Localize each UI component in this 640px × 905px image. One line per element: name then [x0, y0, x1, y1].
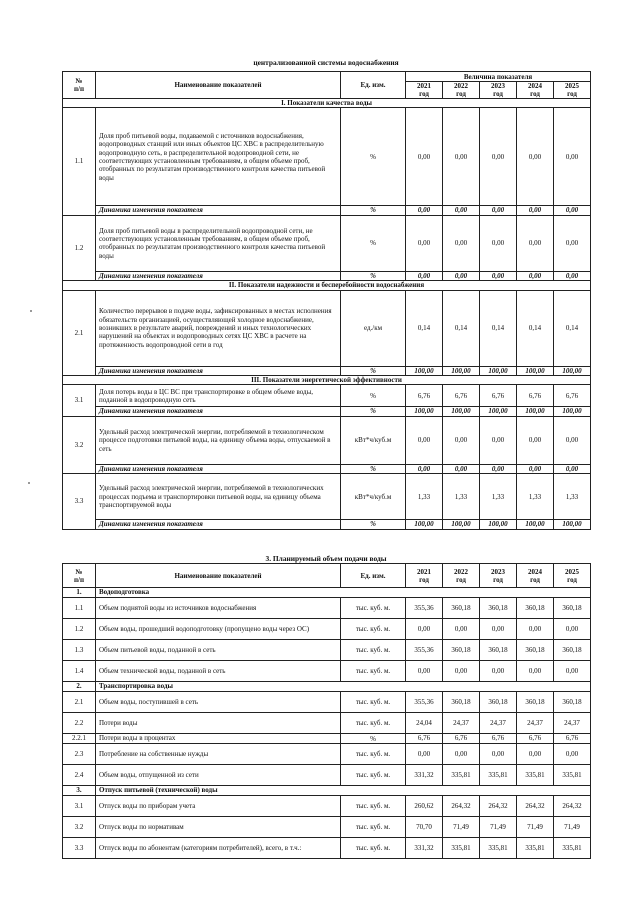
row-number: 3.1	[63, 796, 96, 817]
year-word: год	[493, 575, 503, 584]
indicator-value: 0,00	[554, 215, 591, 271]
quality-indicators-table	[62, 71, 591, 530]
group-title: Транспортировка воды	[96, 682, 591, 692]
volume-value: 335,81	[443, 765, 480, 786]
col-header-year	[443, 564, 480, 588]
volume-value: 355,36	[406, 640, 443, 661]
volume-row	[63, 640, 591, 661]
dynamics-value: 0,00	[443, 271, 480, 280]
volume-unit: тыс. куб. м.	[341, 817, 406, 838]
volume-name: Объем питьевой воды, поданной в сеть	[96, 640, 341, 661]
volume-value: 264,32	[554, 796, 591, 817]
scan-speck	[30, 310, 32, 312]
volume-row	[63, 598, 591, 619]
dynamics-value: 100,00	[406, 407, 443, 416]
col-header-year	[480, 82, 517, 99]
volume-name: Объем воды, отпущенной из сети	[96, 765, 341, 786]
year-label: 2023	[491, 567, 505, 576]
volume-value: 360,18	[517, 640, 554, 661]
row-number: 3.2	[63, 416, 96, 473]
volume-name: Объем воды, прошедший водоподготовку (пропущено воды через ОС)	[96, 619, 341, 640]
row-number: 3.3	[63, 474, 96, 529]
volume-value: 24,37	[554, 713, 591, 734]
row-number: 1.4	[63, 661, 96, 682]
volume-name: Объем воды, поступившей в сеть	[96, 692, 341, 713]
dynamics-unit: %	[341, 407, 406, 416]
volume-value: 360,18	[480, 598, 517, 619]
indicator-name: Удельный расход электрической энергии, потребляемой в технологических процессах подъема и транспортировки питьевой воды, на единицу объема транспортируемой воды	[96, 474, 341, 520]
dynamics-unit: %	[341, 271, 406, 280]
volume-name: Объем технической воды, поданной в сеть	[96, 661, 341, 682]
indicator-value: 0,00	[554, 416, 591, 464]
row-number: 2.4	[63, 765, 96, 786]
indicator-value: 1,33	[406, 474, 443, 520]
year-word: год	[493, 90, 503, 98]
dynamics-value: 100,00	[480, 520, 517, 529]
indicator-row	[63, 290, 591, 366]
dynamics-label: Динамика изменения показателя	[96, 520, 341, 529]
group-number: 1.	[63, 588, 96, 598]
indicator-value: 6,76	[406, 385, 443, 407]
indicator-row	[63, 385, 591, 407]
volume-row	[63, 661, 591, 682]
dynamics-value: 100,00	[554, 366, 591, 375]
indicator-value: 0,14	[406, 290, 443, 366]
volume-value: 0,00	[480, 661, 517, 682]
volume-value: 355,36	[406, 598, 443, 619]
volume-value: 360,18	[480, 692, 517, 713]
volume-value: 24,37	[517, 713, 554, 734]
volume-row	[63, 796, 591, 817]
year-word: год	[456, 90, 466, 98]
indicator-value: 0,00	[406, 416, 443, 464]
col-header-number: № п/п	[63, 564, 96, 588]
year-label: 2024	[528, 567, 542, 576]
volume-value: 6,76	[554, 734, 591, 744]
section-row	[63, 376, 591, 385]
volume-value: 0,00	[554, 619, 591, 640]
group-title: Отпуск питьевой (технической) воды	[96, 786, 591, 796]
row-number: 3.1	[63, 385, 96, 416]
indicator-value: 6,76	[480, 385, 517, 407]
dynamics-value: 0,00	[554, 464, 591, 473]
volume-row	[63, 765, 591, 786]
indicator-unit: %	[341, 108, 406, 206]
group-row	[63, 682, 591, 692]
volume-value: 360,18	[517, 692, 554, 713]
year-label: 2024	[528, 82, 542, 90]
volume-row	[63, 692, 591, 713]
volume-value: 264,32	[443, 796, 480, 817]
dynamics-unit: %	[341, 520, 406, 529]
volume-value: 71,49	[443, 817, 480, 838]
indicator-value: 6,76	[517, 385, 554, 407]
volume-name: Потери воды в процентах	[96, 734, 341, 744]
volume-value: 264,32	[517, 796, 554, 817]
indicator-value: 0,00	[443, 108, 480, 206]
volume-value: 0,00	[517, 619, 554, 640]
volume-value: 0,00	[406, 744, 443, 765]
row-number: 3.2	[63, 817, 96, 838]
dynamics-value: 100,00	[554, 407, 591, 416]
dynamics-value: 100,00	[406, 366, 443, 375]
volume-unit: тыс. куб. м.	[341, 838, 406, 859]
col-header-name: Наименование показателей	[96, 564, 341, 588]
volume-name: Отпуск воды по нормативам	[96, 817, 341, 838]
volume-name: Потребление на собственные нужды	[96, 744, 341, 765]
volume-value: 335,81	[554, 838, 591, 859]
col-header-year	[517, 82, 554, 99]
volume-value: 6,76	[443, 734, 480, 744]
indicator-name: Удельный расход электрической энергии, потребляемой в технологическом процессе подготовки питьевой воды, на единицу объема воды, отпускаемой в сеть	[96, 416, 341, 464]
table2-caption: 3. Планируемый объем подачи воды	[265, 554, 387, 563]
dynamics-label: Динамика изменения показателя	[96, 271, 341, 280]
volume-name: Отпуск воды по приборам учета	[96, 796, 341, 817]
indicator-row	[63, 416, 591, 464]
volume-value: 0,00	[406, 661, 443, 682]
indicator-unit: кВт*ч/куб.м	[341, 474, 406, 520]
indicator-value: 1,33	[554, 474, 591, 520]
indicator-value: 0,00	[517, 215, 554, 271]
indicator-value: 0,14	[554, 290, 591, 366]
table1-caption: централизованной системы водоснабжения	[253, 58, 399, 67]
year-word: год	[530, 90, 540, 98]
year-label: 2025	[565, 567, 579, 576]
volume-value: 360,18	[443, 640, 480, 661]
volume-value: 0,00	[480, 744, 517, 765]
indicator-row	[63, 215, 591, 271]
dynamics-row	[63, 366, 591, 375]
volume-unit: тыс. куб. м.	[341, 765, 406, 786]
volume-value: 360,18	[554, 598, 591, 619]
volume-unit: тыс. куб. м.	[341, 598, 406, 619]
indicator-value: 0,00	[443, 215, 480, 271]
header-row	[63, 72, 591, 82]
volume-row	[63, 619, 591, 640]
col-header-number: № п/п	[63, 72, 96, 99]
indicator-value: 6,76	[443, 385, 480, 407]
volume-row	[63, 838, 591, 859]
dynamics-value: 0,00	[406, 464, 443, 473]
volume-row	[63, 817, 591, 838]
indicator-value: 0,00	[406, 108, 443, 206]
scan-speck	[28, 482, 30, 484]
dynamics-value: 100,00	[443, 407, 480, 416]
section-row	[63, 99, 591, 108]
indicator-value: 0,00	[517, 416, 554, 464]
volume-name: Отпуск воды по абонентам (категориям потребителей), всего, в т.ч.:	[96, 838, 341, 859]
year-word: год	[567, 575, 577, 584]
year-word: год	[567, 90, 577, 98]
dynamics-value: 0,00	[554, 271, 591, 280]
dynamics-value: 100,00	[406, 520, 443, 529]
dynamics-value: 100,00	[517, 366, 554, 375]
volume-row	[63, 744, 591, 765]
col-header-unit: Ед. изм.	[341, 564, 406, 588]
dynamics-row	[63, 464, 591, 473]
volume-value: 24,04	[406, 713, 443, 734]
volume-value: 6,76	[406, 734, 443, 744]
group-row	[63, 588, 591, 598]
volume-value: 71,49	[554, 817, 591, 838]
col-header-year	[480, 564, 517, 588]
year-label: 2021	[417, 82, 431, 90]
col-header-value-group: Величина показателя	[406, 72, 591, 82]
dynamics-value: 0,00	[517, 271, 554, 280]
volume-value: 335,81	[480, 838, 517, 859]
indicator-name: Доля проб питьевой воды в распределительной водопроводной сети, не соответствующих установленным требованиям, в общем объеме проб, отобранных по результатам производственного контроля качества питьевой воды	[96, 215, 341, 271]
volume-value: 264,32	[480, 796, 517, 817]
indicator-value: 0,14	[480, 290, 517, 366]
indicator-row	[63, 474, 591, 520]
indicator-value: 1,33	[443, 474, 480, 520]
volume-unit: тыс. куб. м.	[341, 713, 406, 734]
volume-value: 335,81	[517, 838, 554, 859]
indicator-unit: %	[341, 385, 406, 407]
indicator-value: 0,14	[517, 290, 554, 366]
volume-value: 0,00	[443, 619, 480, 640]
volume-value: 0,00	[480, 619, 517, 640]
volume-unit: тыс. куб. м.	[341, 661, 406, 682]
group-row	[63, 786, 591, 796]
row-number: 2.3	[63, 744, 96, 765]
volume-value: 0,00	[554, 661, 591, 682]
volume-name: Объем поднятой воды из источников водоснабжения	[96, 598, 341, 619]
volume-value: 6,76	[480, 734, 517, 744]
volume-unit: %	[341, 734, 406, 744]
water-supply-volume-table	[62, 563, 591, 859]
section-title: I. Показатели качества воды	[63, 99, 591, 108]
volume-value: 0,00	[517, 661, 554, 682]
indicator-value: 6,76	[554, 385, 591, 407]
volume-value: 260,62	[406, 796, 443, 817]
row-number: 2.2	[63, 713, 96, 734]
col-header-year	[554, 82, 591, 99]
volume-value: 335,81	[554, 765, 591, 786]
indicator-value: 0,00	[480, 416, 517, 464]
col-header-unit: Ед. изм.	[341, 72, 406, 99]
row-number: 3.3	[63, 838, 96, 859]
volume-value: 335,81	[517, 765, 554, 786]
indicator-name: Доля проб питьевой воды, подаваемой с источников водоснабжения, водопроводных станций или иных объектов ЦС ХВС в распределительную водопроводную сеть, в распределительной водопроводной сети, не соответствующих установленным требованиям, в общем объеме проб, отобранных по результатам производственного контроля качества питьевой воды	[96, 108, 341, 206]
section-title: III. Показатели энергетической эффективности	[63, 376, 591, 385]
dynamics-value: 0,00	[517, 464, 554, 473]
volume-value: 71,49	[517, 817, 554, 838]
dynamics-value: 0,00	[480, 271, 517, 280]
row-number: 1.3	[63, 640, 96, 661]
volume-row	[63, 713, 591, 734]
dynamics-value: 100,00	[443, 366, 480, 375]
col-header-name: Наименование показателей	[96, 72, 341, 99]
section-row	[63, 281, 591, 290]
volume-value: 331,32	[406, 838, 443, 859]
indicator-value: 1,33	[480, 474, 517, 520]
year-word: год	[456, 575, 466, 584]
row-number: 1.2	[63, 619, 96, 640]
volume-unit: тыс. куб. м.	[341, 619, 406, 640]
volume-value: 360,18	[443, 598, 480, 619]
dynamics-row	[63, 271, 591, 280]
dynamics-value: 100,00	[443, 520, 480, 529]
row-number: 2.1	[63, 290, 96, 375]
volume-value: 335,81	[480, 765, 517, 786]
dynamics-row	[63, 206, 591, 215]
volume-value: 71,49	[480, 817, 517, 838]
year-word: год	[419, 90, 429, 98]
col-header-year	[406, 564, 443, 588]
indicator-value: 1,33	[517, 474, 554, 520]
dynamics-value: 0,00	[480, 206, 517, 215]
year-word: год	[530, 575, 540, 584]
volume-name: Потери воды	[96, 713, 341, 734]
volume-value: 24,37	[443, 713, 480, 734]
volume-value: 24,37	[480, 713, 517, 734]
dynamics-unit: %	[341, 464, 406, 473]
indicator-name: Доля потерь воды в ЦС ВС при транспортировке в общем объеме воды, поданной в водопроводную сеть	[96, 385, 341, 407]
col-header-year	[406, 82, 443, 99]
volume-value: 0,00	[443, 661, 480, 682]
dynamics-value: 0,00	[443, 464, 480, 473]
volume-value: 335,81	[443, 838, 480, 859]
col-header-year	[554, 564, 591, 588]
volume-row	[63, 734, 591, 744]
indicator-value: 0,00	[480, 215, 517, 271]
col-header-year	[443, 82, 480, 99]
row-number: 2.1	[63, 692, 96, 713]
volume-unit: тыс. куб. м.	[341, 796, 406, 817]
header-row	[63, 564, 591, 588]
dynamics-label: Динамика изменения показателя	[96, 407, 341, 416]
volume-value: 6,76	[517, 734, 554, 744]
indicator-unit: кВт*ч/куб.м	[341, 416, 406, 464]
volume-value: 0,00	[517, 744, 554, 765]
dynamics-label: Динамика изменения показателя	[96, 366, 341, 375]
year-label: 2025	[565, 82, 580, 90]
col-header-year	[517, 564, 554, 588]
indicator-row	[63, 108, 591, 206]
indicator-value: 0,00	[443, 416, 480, 464]
indicator-unit: ед./км	[341, 290, 406, 366]
indicator-value: 0,14	[443, 290, 480, 366]
row-number: 1.1	[63, 598, 96, 619]
dynamics-unit: %	[341, 366, 406, 375]
dynamics-value: 100,00	[480, 407, 517, 416]
group-number: 2.	[63, 682, 96, 692]
section-title: II. Показатели надежности и бесперебойности водоснабжения	[63, 281, 591, 290]
dynamics-value: 0,00	[480, 464, 517, 473]
dynamics-value: 100,00	[554, 520, 591, 529]
volume-value: 70,70	[406, 817, 443, 838]
indicator-value: 0,00	[480, 108, 517, 206]
volume-unit: тыс. куб. м.	[341, 744, 406, 765]
indicator-value: 0,00	[517, 108, 554, 206]
dynamics-row	[63, 520, 591, 529]
dynamics-value: 0,00	[406, 271, 443, 280]
indicator-value: 0,00	[554, 108, 591, 206]
row-number: 2.2.1	[63, 734, 96, 744]
group-number: 3.	[63, 786, 96, 796]
volume-value: 360,18	[554, 692, 591, 713]
dynamics-value: 0,00	[517, 206, 554, 215]
year-label: 2023	[491, 82, 505, 90]
volume-value: 0,00	[443, 744, 480, 765]
indicator-value: 0,00	[406, 215, 443, 271]
volume-value: 0,00	[406, 619, 443, 640]
year-word: год	[419, 575, 429, 584]
year-label: 2022	[454, 82, 468, 90]
row-number: 1.2	[63, 215, 96, 280]
volume-value: 0,00	[554, 744, 591, 765]
dynamics-value: 0,00	[406, 206, 443, 215]
row-number: 1.1	[63, 108, 96, 215]
year-label: 2021	[417, 567, 431, 576]
year-label: 2022	[454, 567, 468, 576]
volume-value: 331,32	[406, 765, 443, 786]
volume-value: 360,18	[443, 692, 480, 713]
dynamics-label: Динамика изменения показателя	[96, 206, 341, 215]
dynamics-value: 100,00	[517, 407, 554, 416]
volume-value: 360,18	[554, 640, 591, 661]
volume-value: 360,18	[517, 598, 554, 619]
dynamics-row	[63, 407, 591, 416]
volume-unit: тыс. куб. м.	[341, 640, 406, 661]
dynamics-value: 100,00	[480, 366, 517, 375]
indicator-unit: %	[341, 215, 406, 271]
dynamics-value: 0,00	[443, 206, 480, 215]
volume-value: 355,36	[406, 692, 443, 713]
volume-unit: тыс. куб. м.	[341, 692, 406, 713]
volume-value: 360,18	[480, 640, 517, 661]
group-title: Водоподготовка	[96, 588, 591, 598]
dynamics-value: 0,00	[554, 206, 591, 215]
dynamics-label: Динамика изменения показателя	[96, 464, 341, 473]
dynamics-unit: %	[341, 206, 406, 215]
dynamics-value: 100,00	[517, 520, 554, 529]
indicator-name: Количество перерывов в подаче воды, зафиксированных в местах исполнения обязательств организацией, осуществляющей холодное водоснабжение, возникших в результате аварий, повреждений и иных технологических нарушений на объектах и водопроводных сетях ЦС ХВС в расчете на протяженность водопроводной сети в год	[96, 290, 341, 366]
